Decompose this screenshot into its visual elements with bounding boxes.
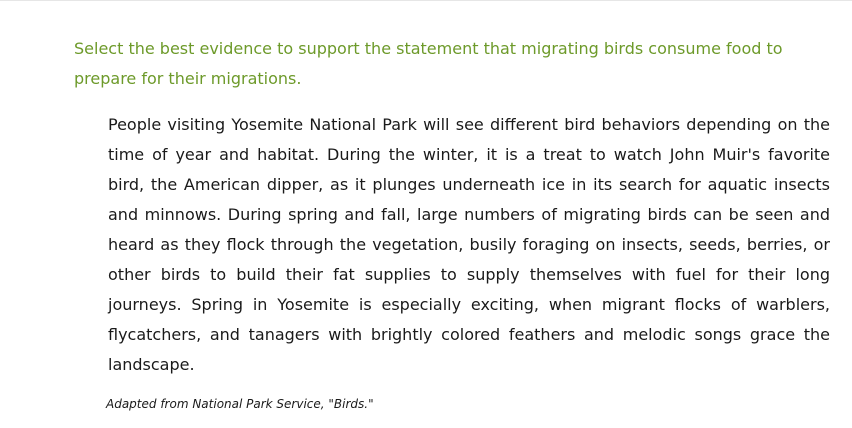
passage-citation: Adapted from National Park Service, "Birds."	[106, 397, 374, 411]
question-prompt: Select the best evidence to support the statement that migrating birds consume food to prepare for their migrations.	[74, 39, 783, 88]
reading-passage[interactable]: People visiting Yosemite National Park will see different bird behaviors depending on the time of year and habitat. During the winter, it is a treat to watch John Muir's favorite bird, the American dipper, as it plunges underneath ice in its search for aquatic insects and minnows. During spring and fall, large numbers of migrating birds can be seen and heard as they flock through the vegetation, busily foraging on insects, seeds, berries, or other birds to build their fat supplies to supply themselves with fuel for their long journeys. Spring in Yosemite is especially exciting, when migrant flocks of warblers, flycatchers, and tanagers with brightly colored feathers and melodic songs grace the landscape.	[108, 115, 830, 374]
